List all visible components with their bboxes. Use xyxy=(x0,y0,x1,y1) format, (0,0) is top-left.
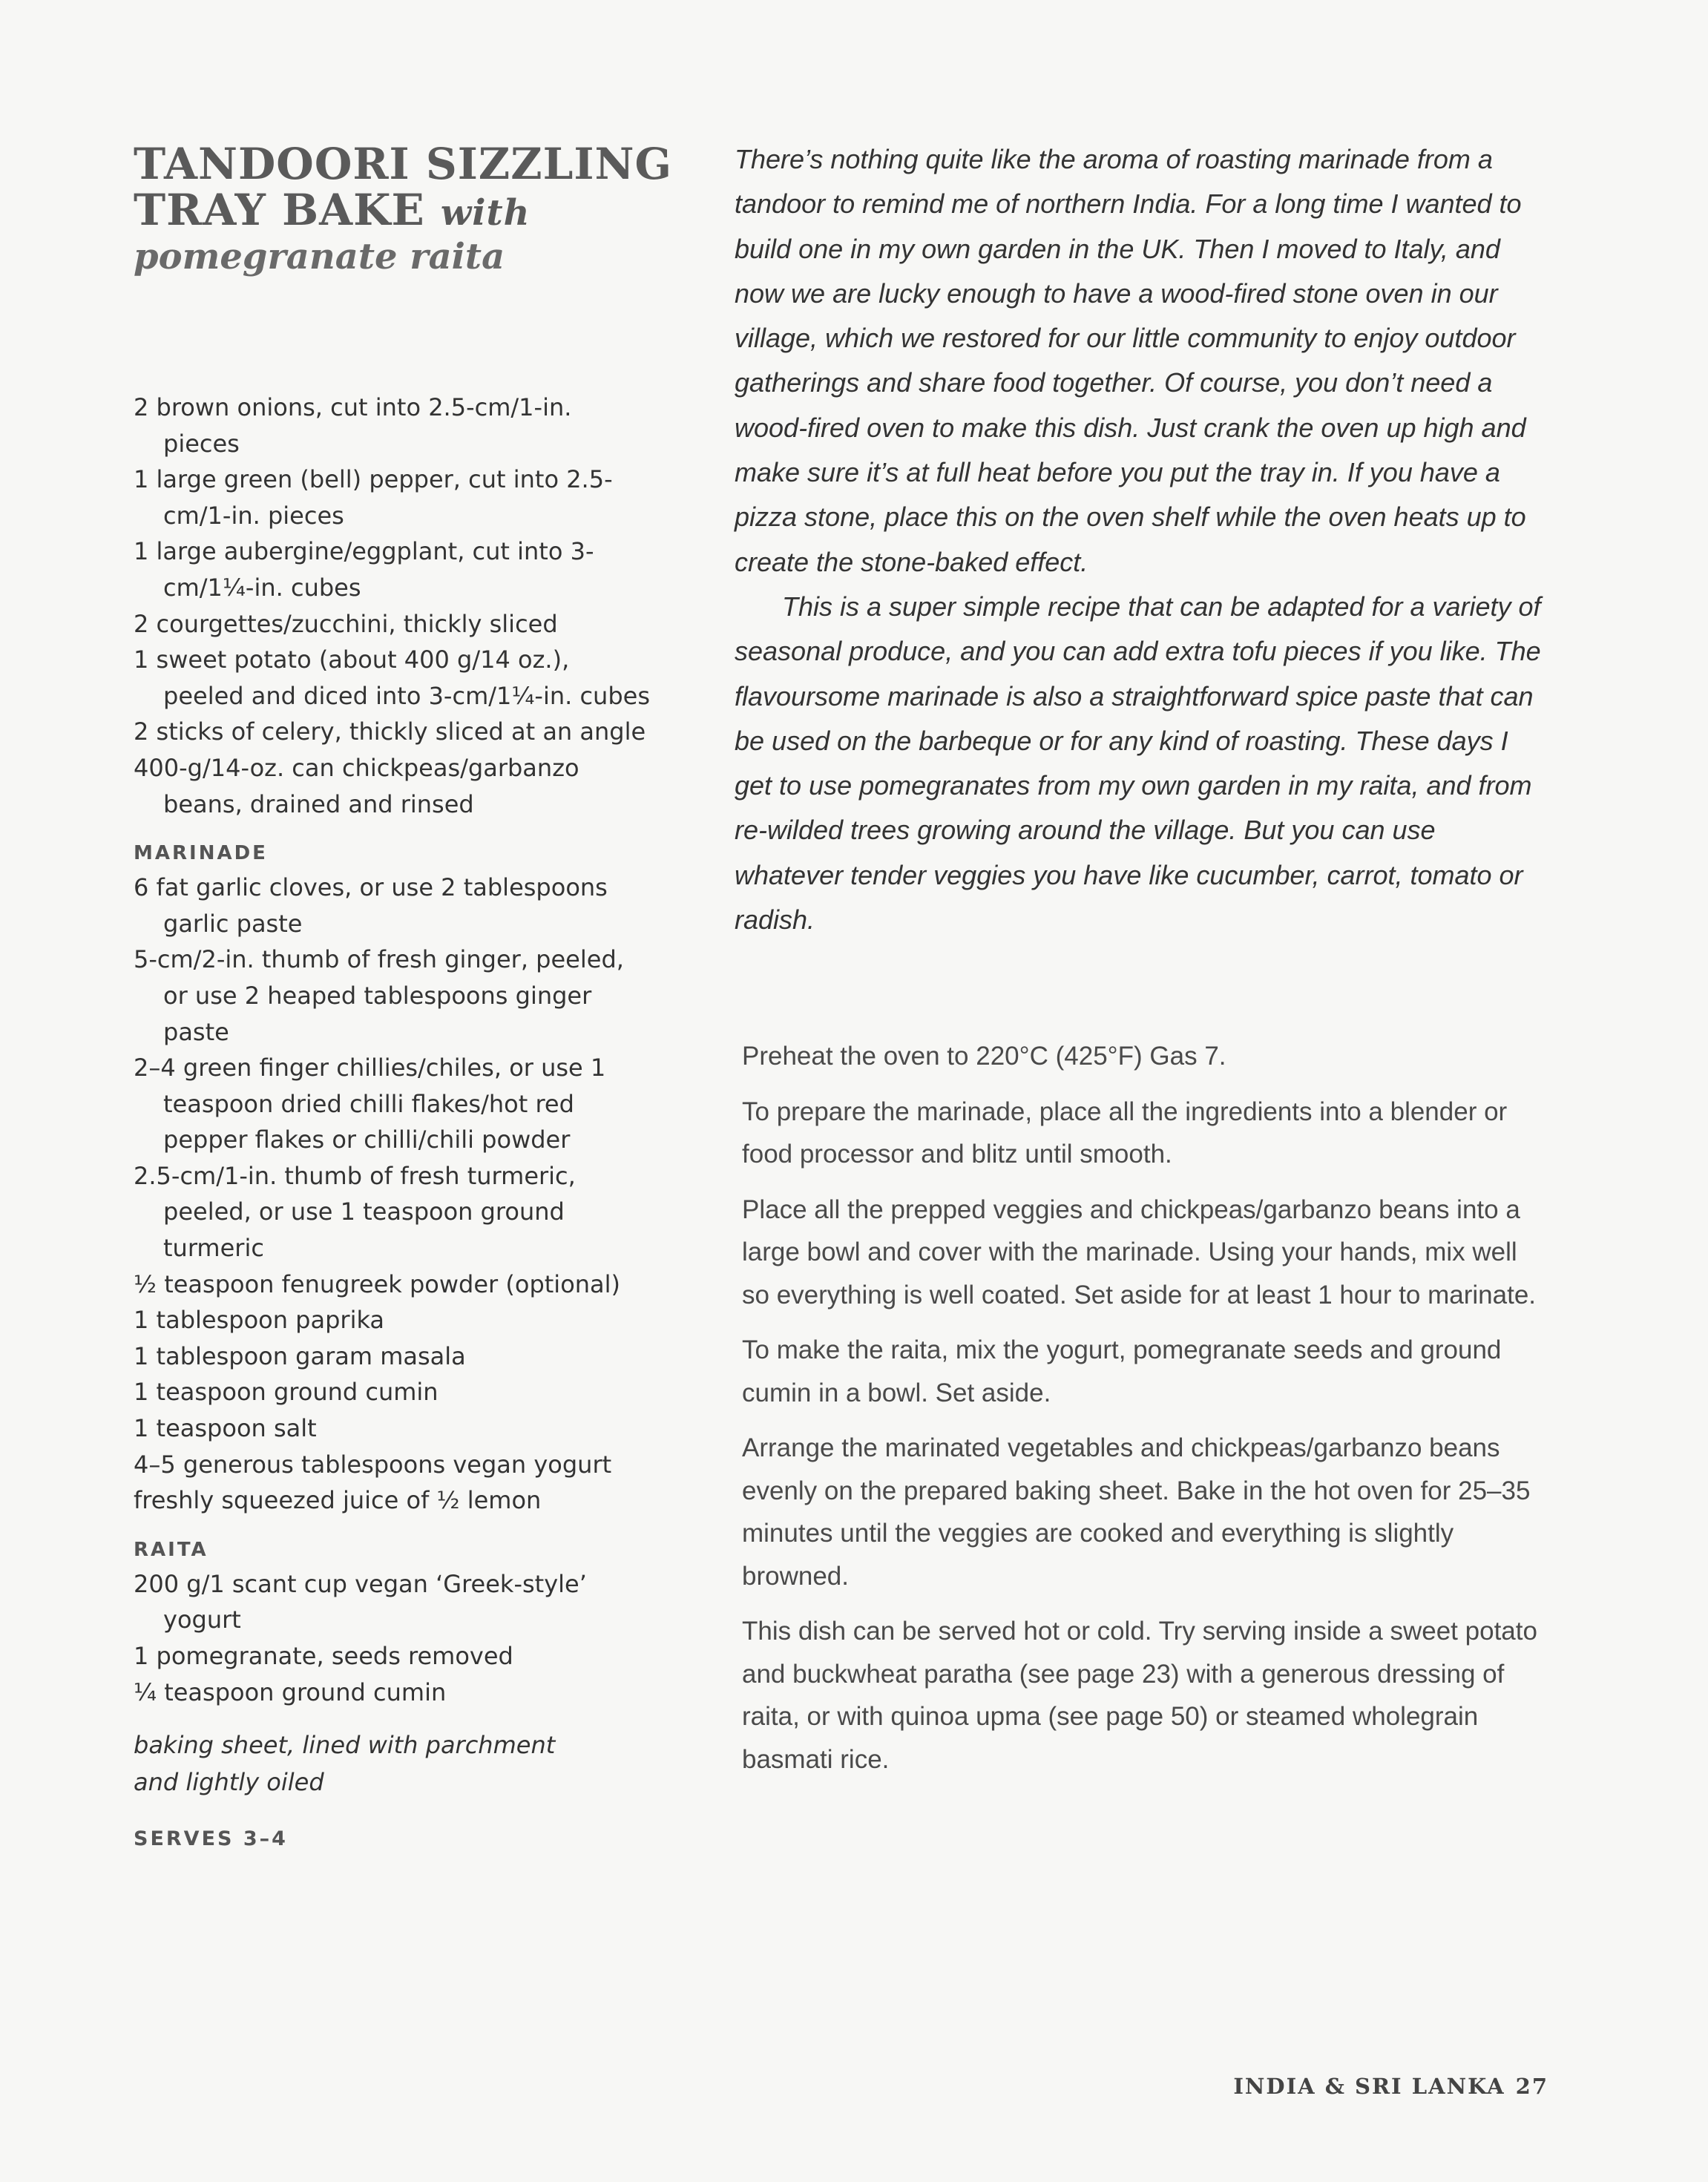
title-line-2 xyxy=(134,187,697,236)
ingredient-item: 2 brown onions, cut into 2.5-cm/1-in. pieces xyxy=(134,393,572,458)
serves-label: SERVES 3–4 xyxy=(134,1827,288,1851)
method-step: This dish can be served hot or cold. Try serving inside a sweet potato and buckwheat paratha (see page 23) with a generous dressing of raita, or with quinoa upma (see page 50) or steamed wholegrain basmati rice. xyxy=(742,1617,1537,1774)
ingredient-item: 2 courgettes/zucchini, thickly sliced xyxy=(134,609,558,638)
title-tray-bake: TRAY BAKE xyxy=(134,185,425,235)
ingredient-item: 200 g/1 scant cup vegan ‘Greek-style’ yogurt xyxy=(134,1569,587,1634)
ingredient-item: 400-g/14-oz. can chickpeas/garbanzo beans, drained and rinsed xyxy=(134,753,579,818)
ingredient-item: 1 large aubergine/eggplant, cut into 3-cm/1¼-in. cubes xyxy=(134,537,594,602)
recipe-title xyxy=(134,141,697,277)
method-step: Preheat the oven to 220°C (425°F) Gas 7. xyxy=(742,1042,1226,1071)
ingredient-item: ¼ teaspoon ground cumin xyxy=(134,1677,447,1706)
ingredient-item: 1 tablespoon garam masala xyxy=(134,1341,466,1370)
method-step: Arrange the marinated vegetables and chickpeas/garbanzo beans evenly on the prepared baking sheet. Bake in the hot oven for 25–35 minutes until the veggies are cooked and everything is slightly browned. xyxy=(742,1433,1531,1591)
ingredient-item: 6 fat garlic cloves, or use 2 tablespoons garlic paste xyxy=(134,873,608,938)
method-steps xyxy=(742,1035,1551,1793)
ingredient-item: 4–5 generous tablespoons vegan yogurt xyxy=(134,1450,612,1479)
equipment-note xyxy=(134,1726,653,1801)
intro-paragraph: There’s nothing quite like the aroma of roasting marinade from a tandoor to remind me of northern India. For a long time I wanted to build one in my own garden in the UK. Then I moved to Italy, and now we are lucky enough to have a wood-fired stone oven in our village, which we restored for our little community to enjoy outdoor gatherings and share food together. Of course, you don’t need a wood-fired oven to make this dish. Just crank the oven up high and make sure it’s at full heat before you put the tray in. If you have a pizza stone, place this on the oven shelf while the oven heats up to create the stone-baked effect. xyxy=(735,144,1526,577)
raita-ingredients-list xyxy=(134,1566,653,1710)
ingredient-item: 2 sticks of celery, thickly sliced at an angle xyxy=(134,717,646,746)
title-line-1: TANDOORI SIZZLING xyxy=(134,139,673,189)
equipment-line: baking sheet, lined with parchment xyxy=(134,1731,556,1760)
marinade-heading: MARINADE xyxy=(134,842,268,865)
section-name: INDIA & SRI LANKA xyxy=(1233,2074,1505,2099)
raita-heading: RAITA xyxy=(134,1538,208,1561)
ingredient-item: 2–4 green finger chillies/chiles, or use 1 teaspoon dried chilli flakes/hot red pepper flakes or chilli/chili powder xyxy=(134,1054,606,1154)
ingredient-item: ½ teaspoon fenugreek powder (optional) xyxy=(134,1269,621,1298)
ingredient-item: 1 teaspoon ground cumin xyxy=(134,1378,439,1407)
ingredient-item: 1 teaspoon salt xyxy=(134,1414,317,1443)
ingredient-item: 1 large green (bell) pepper, cut into 2.5-cm/1-in. pieces xyxy=(134,465,613,530)
ingredient-item: 2.5-cm/1-in. thumb of fresh turmeric, peeled, or use 1 teaspoon ground turmeric xyxy=(134,1161,576,1263)
ingredient-item: 1 tablespoon paprika xyxy=(134,1306,385,1335)
ingredient-item: 5-cm/2-in. thumb of fresh ginger, peeled, or use 2 heaped tablespoons ginger paste xyxy=(134,945,624,1046)
intro-text xyxy=(735,137,1551,942)
method-step: Place all the prepped veggies and chickpeas/garbanzo beans into a large bowl and cover with the marinade. Using your hands, mix well so everything is well coated. Set aside for at least 1 hour to marinate. xyxy=(742,1194,1537,1309)
page-footer xyxy=(1233,2074,1548,2099)
page-number: 27 xyxy=(1515,2074,1548,2099)
marinade-ingredients-list xyxy=(134,870,653,1519)
ingredient-item: 1 sweet potato (about 400 g/14 oz.), peeled and diced into 3-cm/1¼-in. cubes xyxy=(134,645,650,710)
equipment-line: and lightly oiled xyxy=(134,1768,324,1797)
method-step: To prepare the marinade, place all the ingredients into a blender or food processor and blitz until smooth. xyxy=(742,1097,1508,1169)
intro-paragraph: This is a super simple recipe that can be adapted for a variety of seasonal produce, and you can add extra tofu pieces if you like. The flavoursome marinade is also a straightforward spice paste that can be used on the barbeque or for any kind of roasting. These days I get to use pomegranates from my own garden in my raita, and from re-wilded trees growing around the village. But you can use whatever tender veggies you have like cucumber, carrot, tomato or radish. xyxy=(735,591,1541,936)
ingredients-column xyxy=(134,390,653,1858)
main-ingredients-list xyxy=(134,390,653,822)
method-step: To make the raita, mix the yogurt, pomegranate seeds and ground cumin in a bowl. Set aside. xyxy=(742,1335,1502,1407)
recipe-subtitle: pomegranate raita xyxy=(134,236,505,277)
title-with: with xyxy=(440,192,531,234)
ingredient-item: 1 pomegranate, seeds removed xyxy=(134,1642,513,1670)
ingredient-item: freshly squeezed juice of ½ lemon xyxy=(134,1486,542,1515)
